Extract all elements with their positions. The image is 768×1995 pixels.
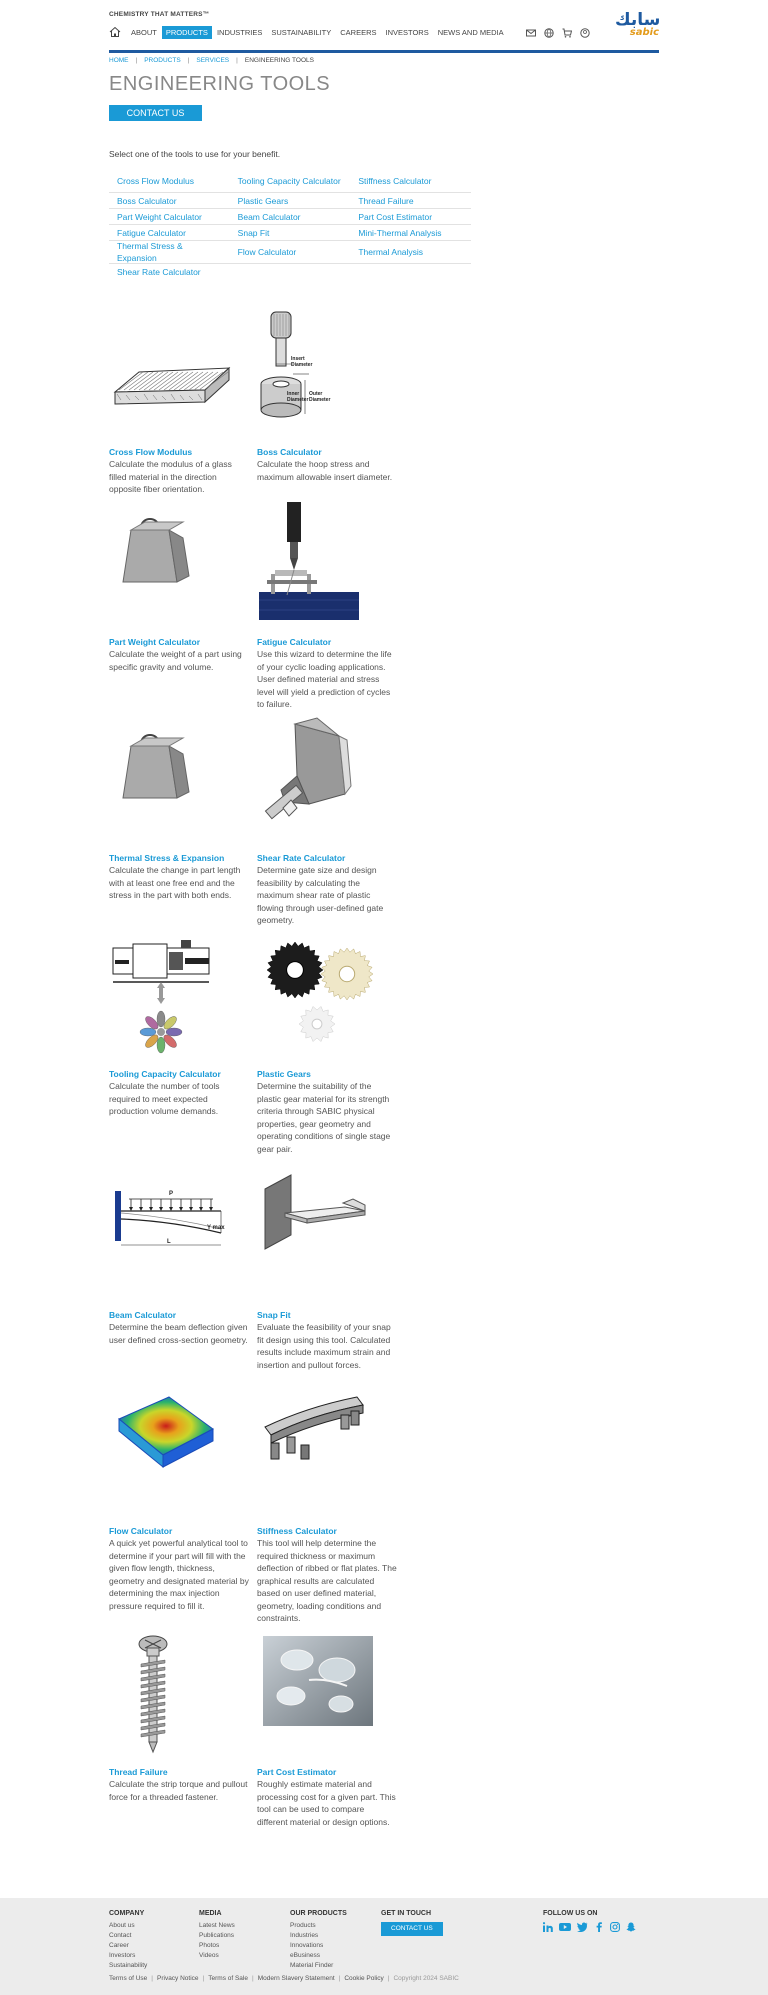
tool-link[interactable]: Beam Calculator [237, 211, 301, 222]
tool-card-title[interactable]: Boss Calculator [257, 447, 322, 457]
copyright: Copyright 2024 SABIC [393, 1975, 459, 1982]
instagram-icon[interactable] [610, 1922, 620, 1932]
tool-card-title[interactable]: Thread Failure [109, 1767, 168, 1777]
svg-text:Diameter: Diameter [309, 397, 331, 403]
tool-card-title[interactable]: Snap Fit [257, 1310, 291, 1320]
nav-industries[interactable]: INDUSTRIES [216, 27, 263, 37]
tool-links-table [109, 170, 471, 280]
tool-card [257, 500, 397, 711]
tool-link[interactable]: Flow Calculator [237, 247, 297, 257]
nav-products[interactable]: PRODUCTS [162, 26, 212, 39]
footer-company [109, 1909, 147, 1971]
tool-card-title[interactable]: Beam Calculator [109, 1310, 177, 1320]
sabic-logo[interactable] [615, 12, 659, 40]
globe-icon[interactable] [544, 28, 554, 38]
tool-card-title[interactable]: Flow Calculator [109, 1526, 173, 1536]
linkedin-icon[interactable] [543, 1922, 553, 1932]
footer-link[interactable]: Career [109, 1942, 129, 1949]
tool-card [257, 932, 397, 1155]
tool-card-description: Evaluate the feasibility of your snap fit design using this tool. Calculated results include maximum strain and insertion and pullout forces. [257, 1322, 391, 1370]
nav-investors[interactable]: INVESTORS [385, 27, 429, 37]
tool-card-description: Roughly estimate material and processing cost for a given part. This tool can be used to compare different material or design options. [257, 1779, 396, 1827]
fatigue-tester-illustration[interactable] [257, 500, 397, 630]
footer-legal [109, 1975, 459, 1982]
footer-link[interactable]: Videos [199, 1952, 219, 1959]
cart-icon[interactable] [562, 28, 572, 38]
site-header [109, 0, 659, 54]
page-title: ENGINEERING TOOLS [109, 73, 331, 95]
contact-us-button[interactable]: CONTACT US [109, 105, 202, 121]
footer-link[interactable]: Photos [199, 1942, 220, 1949]
tool-card [109, 1173, 249, 1346]
tool-card-title[interactable]: Tooling Capacity Calculator [109, 1069, 221, 1079]
tool-card-description: Calculate the modulus of a glass filled material in the direction opposite fiber orientation. [109, 459, 232, 494]
screw-illustration[interactable] [109, 1630, 249, 1760]
tagline: CHEMISTRY THAT MATTERS™ [109, 11, 210, 18]
legal-cookie-policy[interactable]: Cookie Policy [344, 1975, 384, 1982]
beam-illustration[interactable] [109, 1173, 249, 1303]
tool-link[interactable]: Fatigue Calculator [117, 227, 186, 238]
legal-separator: | [202, 1975, 205, 1982]
logo-latin: sabic [629, 27, 659, 38]
crumb-products[interactable]: PRODUCTS [144, 57, 181, 64]
crumb-separator: | [236, 57, 238, 64]
tool-card-description: Determine the beam deflection given user defined cross-section geometry. [109, 1322, 248, 1345]
tool-link[interactable]: Tooling Capacity Calculator [237, 176, 341, 186]
molding-machine-illustration[interactable] [109, 932, 249, 1062]
tool-link[interactable]: Part Weight Calculator [117, 211, 202, 222]
tool-card-description: Calculate the hoop stress and maximum allowable insert diameter. [257, 459, 393, 482]
tool-card-title[interactable]: Part Weight Calculator [109, 637, 200, 647]
tool-link [230, 264, 351, 280]
beam-p-label: P [169, 1191, 174, 1197]
boss-insert-illustration[interactable] [257, 310, 397, 440]
beam-l-label: L [167, 1239, 171, 1245]
site-footer [0, 1898, 768, 1995]
ribbed-plate-illustration[interactable] [257, 1389, 397, 1519]
crumb-home[interactable]: HOME [109, 57, 129, 64]
legal-terms-of-sale[interactable]: Terms of Sale [208, 1975, 248, 1982]
snap-fit-illustration[interactable] [257, 1173, 397, 1303]
tool-card-description: Use this wizard to determine the life of your cyclic loading applications. User defined material and stress level will yield a prediction of cycles to failure. [257, 649, 392, 709]
footer-follow [543, 1909, 636, 1932]
youtube-icon[interactable] [559, 1922, 571, 1932]
footer-products [290, 1909, 347, 1971]
inner-diameter-label: Inner [287, 391, 300, 397]
gears-illustration[interactable] [257, 932, 397, 1062]
tool-link[interactable]: Thread Failure [358, 195, 414, 206]
tool-links-row [109, 170, 471, 193]
tool-card [109, 932, 249, 1118]
tool-link[interactable]: Boss Calculator [117, 195, 177, 206]
tool-link[interactable]: Plastic Gears [237, 195, 289, 206]
header-divider [109, 50, 659, 53]
tool-card-description: Determine gate size and design feasibility by calculating the maximum shear rate of plastic flowing through user-defined gate geometry. [257, 865, 384, 925]
mail-icon[interactable] [526, 28, 536, 38]
tool-card [257, 1173, 397, 1371]
footer-heading: GET IN TOUCH [381, 1910, 432, 1917]
tool-link[interactable]: Thermal Stress & Expansion [117, 241, 183, 263]
tool-card-description: Calculate the weight of a part using specific gravity and volume. [109, 649, 242, 672]
footer-link[interactable]: Latest News [199, 1922, 235, 1929]
footer-heading: COMPANY [109, 1910, 145, 1917]
footer-link[interactable]: eBusiness [290, 1952, 320, 1959]
footer-link[interactable]: Publications [199, 1932, 235, 1939]
tool-card [109, 500, 249, 673]
footer-heading: OUR PRODUCTS [290, 1910, 347, 1917]
tool-card-description: Calculate the strip torque and pullout force for a threaded fastener. [109, 1779, 248, 1802]
legal-separator: | [338, 1975, 341, 1982]
footer-link[interactable]: Innovations [290, 1942, 324, 1949]
tool-card-title[interactable]: Plastic Gears [257, 1069, 311, 1079]
insert-diameter-label: Insert [291, 356, 305, 362]
tool-link[interactable]: Stiffness Calculator [358, 176, 432, 186]
nav-about[interactable]: ABOUT [131, 27, 157, 37]
tool-links-row [109, 225, 471, 241]
footer-media [199, 1909, 235, 1961]
tool-link [350, 264, 471, 280]
footer-link[interactable]: About us [109, 1922, 135, 1929]
tool-link[interactable]: Mini-Thermal Analysis [358, 227, 442, 238]
nav-careers[interactable]: CAREERS [340, 27, 377, 37]
social-icons [543, 1922, 636, 1932]
gate-illustration[interactable] [257, 716, 397, 846]
tool-link[interactable]: Shear Rate Calculator [117, 267, 201, 277]
fiber-block-illustration[interactable] [109, 310, 249, 440]
footer-heading: MEDIA [199, 1910, 222, 1917]
tool-card [109, 1630, 249, 1803]
footer-link[interactable]: Products [290, 1922, 316, 1929]
footer-contact-button[interactable]: CONTACT US [381, 1922, 443, 1936]
tool-card [109, 1389, 249, 1612]
tool-card-description: This tool will help determine the required thickness or maximum deflection of ribbed or flat plates. The graphical results are calculated based on user defined material, geometry, loading conditions and constraints. [257, 1538, 397, 1623]
tool-link[interactable]: Snap Fit [237, 227, 270, 238]
footer-heading: FOLLOW US ON [543, 1910, 598, 1917]
footer-link[interactable]: Investors [109, 1952, 136, 1959]
weight-illustration[interactable] [109, 500, 249, 630]
legal-modern-slavery[interactable]: Modern Slavery Statement [257, 1975, 335, 1982]
crumb-separator: | [187, 57, 190, 64]
user-icon[interactable] [580, 28, 590, 38]
tool-card-description: Determine the suitability of the plastic gear material for its strength criteria through SABIC physical properties, gear geometry and operating conditions of single stage gear pair. [257, 1081, 391, 1154]
crumb-current: ENGINEERING TOOLS [244, 57, 314, 64]
weight-illustration[interactable] [109, 716, 249, 846]
logo-arabic: سابك [615, 10, 661, 30]
tool-link[interactable]: Thermal Analysis [358, 247, 424, 257]
flow-plot-illustration[interactable] [109, 1389, 249, 1519]
legal-separator: | [387, 1975, 390, 1982]
tool-card-description: Calculate the number of tools required to meet expected production volume demands. [109, 1081, 220, 1116]
tool-card [257, 310, 397, 483]
svg-text:Diameter: Diameter [287, 397, 309, 403]
nav-news-media[interactable]: NEWS AND MEDIA [437, 27, 504, 37]
home-icon[interactable] [109, 26, 121, 38]
legal-separator: | [151, 1975, 153, 1982]
footer-link[interactable]: Industries [290, 1932, 319, 1939]
tool-card [257, 1630, 397, 1828]
tool-card-title[interactable]: Part Cost Estimator [257, 1767, 337, 1777]
clear-parts-illustration[interactable] [257, 1630, 397, 1760]
footer-touch [381, 1909, 443, 1936]
tool-card-title[interactable]: Stiffness Calculator [257, 1526, 337, 1536]
snapchat-icon[interactable] [626, 1922, 636, 1932]
tool-card-title[interactable]: Shear Rate Calculator [257, 853, 346, 863]
tool-links-row [109, 193, 471, 209]
crumb-separator: | [135, 57, 138, 64]
twitter-icon[interactable] [577, 1922, 588, 1932]
tool-links-row [109, 209, 471, 225]
tool-card-description: A quick yet powerful analytical tool to determine if your part will fill with the given flow length, thickness, geometry and designated material by determining the max injection pressure required to fill it. [109, 1538, 249, 1611]
tool-links-row [109, 241, 471, 264]
tool-card-title[interactable]: Cross Flow Modulus [109, 447, 193, 457]
tool-card-description: Calculate the change in part length with at least one free end and the stress in the part with both ends. [109, 865, 241, 900]
breadcrumb [109, 57, 314, 64]
footer-link[interactable]: Contact [109, 1932, 132, 1939]
main-nav [109, 25, 509, 39]
tool-link[interactable]: Part Cost Estimator [358, 211, 433, 222]
legal-terms-of-use[interactable]: Terms of Use [109, 1975, 148, 1982]
tool-card [257, 1389, 397, 1625]
svg-text:Diameter: Diameter [291, 362, 313, 368]
beam-ymax-label: Y max [207, 1225, 225, 1231]
outer-diameter-label: Outer [309, 391, 323, 397]
tool-card [109, 716, 249, 902]
utility-icons [526, 28, 590, 38]
tool-card-title[interactable]: Thermal Stress & Expansion [109, 853, 225, 863]
tool-card [109, 310, 249, 496]
footer-link[interactable]: Material Finder [290, 1962, 334, 1969]
nav-sustainability[interactable]: SUSTAINABILITY [271, 27, 332, 37]
legal-privacy-notice[interactable]: Privacy Notice [157, 1975, 199, 1982]
tool-links-row [109, 264, 471, 280]
tool-card-title[interactable]: Fatigue Calculator [257, 637, 332, 647]
tool-link[interactable]: Cross Flow Modulus [117, 176, 194, 186]
crumb-services[interactable]: SERVICES [196, 57, 230, 64]
tool-card [257, 716, 397, 927]
facebook-icon[interactable] [594, 1922, 604, 1932]
legal-separator: | [252, 1975, 254, 1982]
footer-link[interactable]: Sustainability [109, 1962, 148, 1969]
intro-text: Select one of the tools to use for your benefit. [109, 149, 281, 159]
